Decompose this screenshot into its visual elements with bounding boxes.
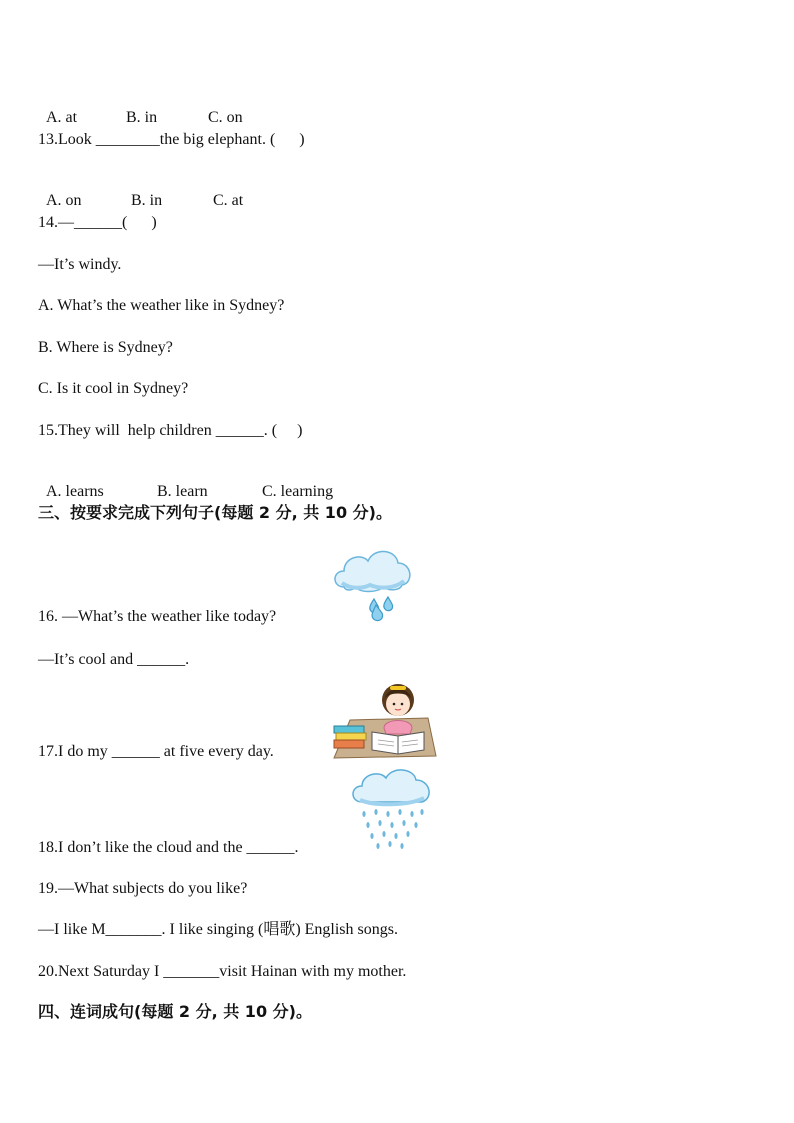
q15-option-c: C. learning — [262, 483, 334, 500]
q13-option-b: B. in — [131, 192, 163, 209]
q15-option-b: B. learn — [157, 483, 208, 500]
section-3-heading: 三、按要求完成下列句子(每题 2 分, 共 10 分)。 — [38, 503, 392, 522]
q12-option-a: A. at — [46, 109, 78, 126]
q20-question: 20.Next Saturday I _______visit Hainan with my mother. — [38, 963, 407, 980]
section-4-heading: 四、连词成句(每题 2 分, 共 10 分)。 — [38, 1002, 312, 1021]
q19-answer: —I like M_______. I like singing (唱歌) English songs. — [38, 921, 398, 938]
q16-question: 16. —What’s the weather like today? — [38, 608, 277, 625]
q14-stem: 14.—______( ) — [38, 214, 157, 231]
q12-option-b: B. in — [126, 109, 158, 126]
q18-question: 18.I don’t like the cloud and the ______. — [38, 839, 299, 856]
q14-option-a: A. What’s the weather like in Sydney? — [38, 297, 285, 314]
rain-cloud-icon — [350, 768, 436, 850]
q19-question: 19.—What subjects do you like? — [38, 880, 248, 897]
q12-option-c: C. on — [208, 109, 243, 126]
q16-answer: —It’s cool and ______. — [38, 651, 190, 668]
q15-question: 15.They will help children ______. ( ) — [38, 422, 303, 439]
q12-options — [38, 88, 243, 128]
q14-answer: —It’s windy. — [38, 256, 122, 273]
q13-option-a: A. on — [46, 192, 82, 209]
q14-option-c: C. Is it cool in Sydney? — [38, 380, 189, 397]
q13-options — [38, 171, 243, 211]
girl-studying-icon — [328, 678, 438, 760]
q13-question: 13.Look ________the big elephant. ( ) — [38, 131, 305, 148]
q14-option-b: B. Where is Sydney? — [38, 339, 173, 356]
q17-question: 17.I do my ______ at five every day. — [38, 743, 274, 760]
q13-option-c: C. at — [213, 192, 244, 209]
q15-option-a: A. learns — [46, 483, 104, 500]
q15-options — [38, 462, 333, 502]
cloud-with-drops-icon — [330, 543, 416, 625]
